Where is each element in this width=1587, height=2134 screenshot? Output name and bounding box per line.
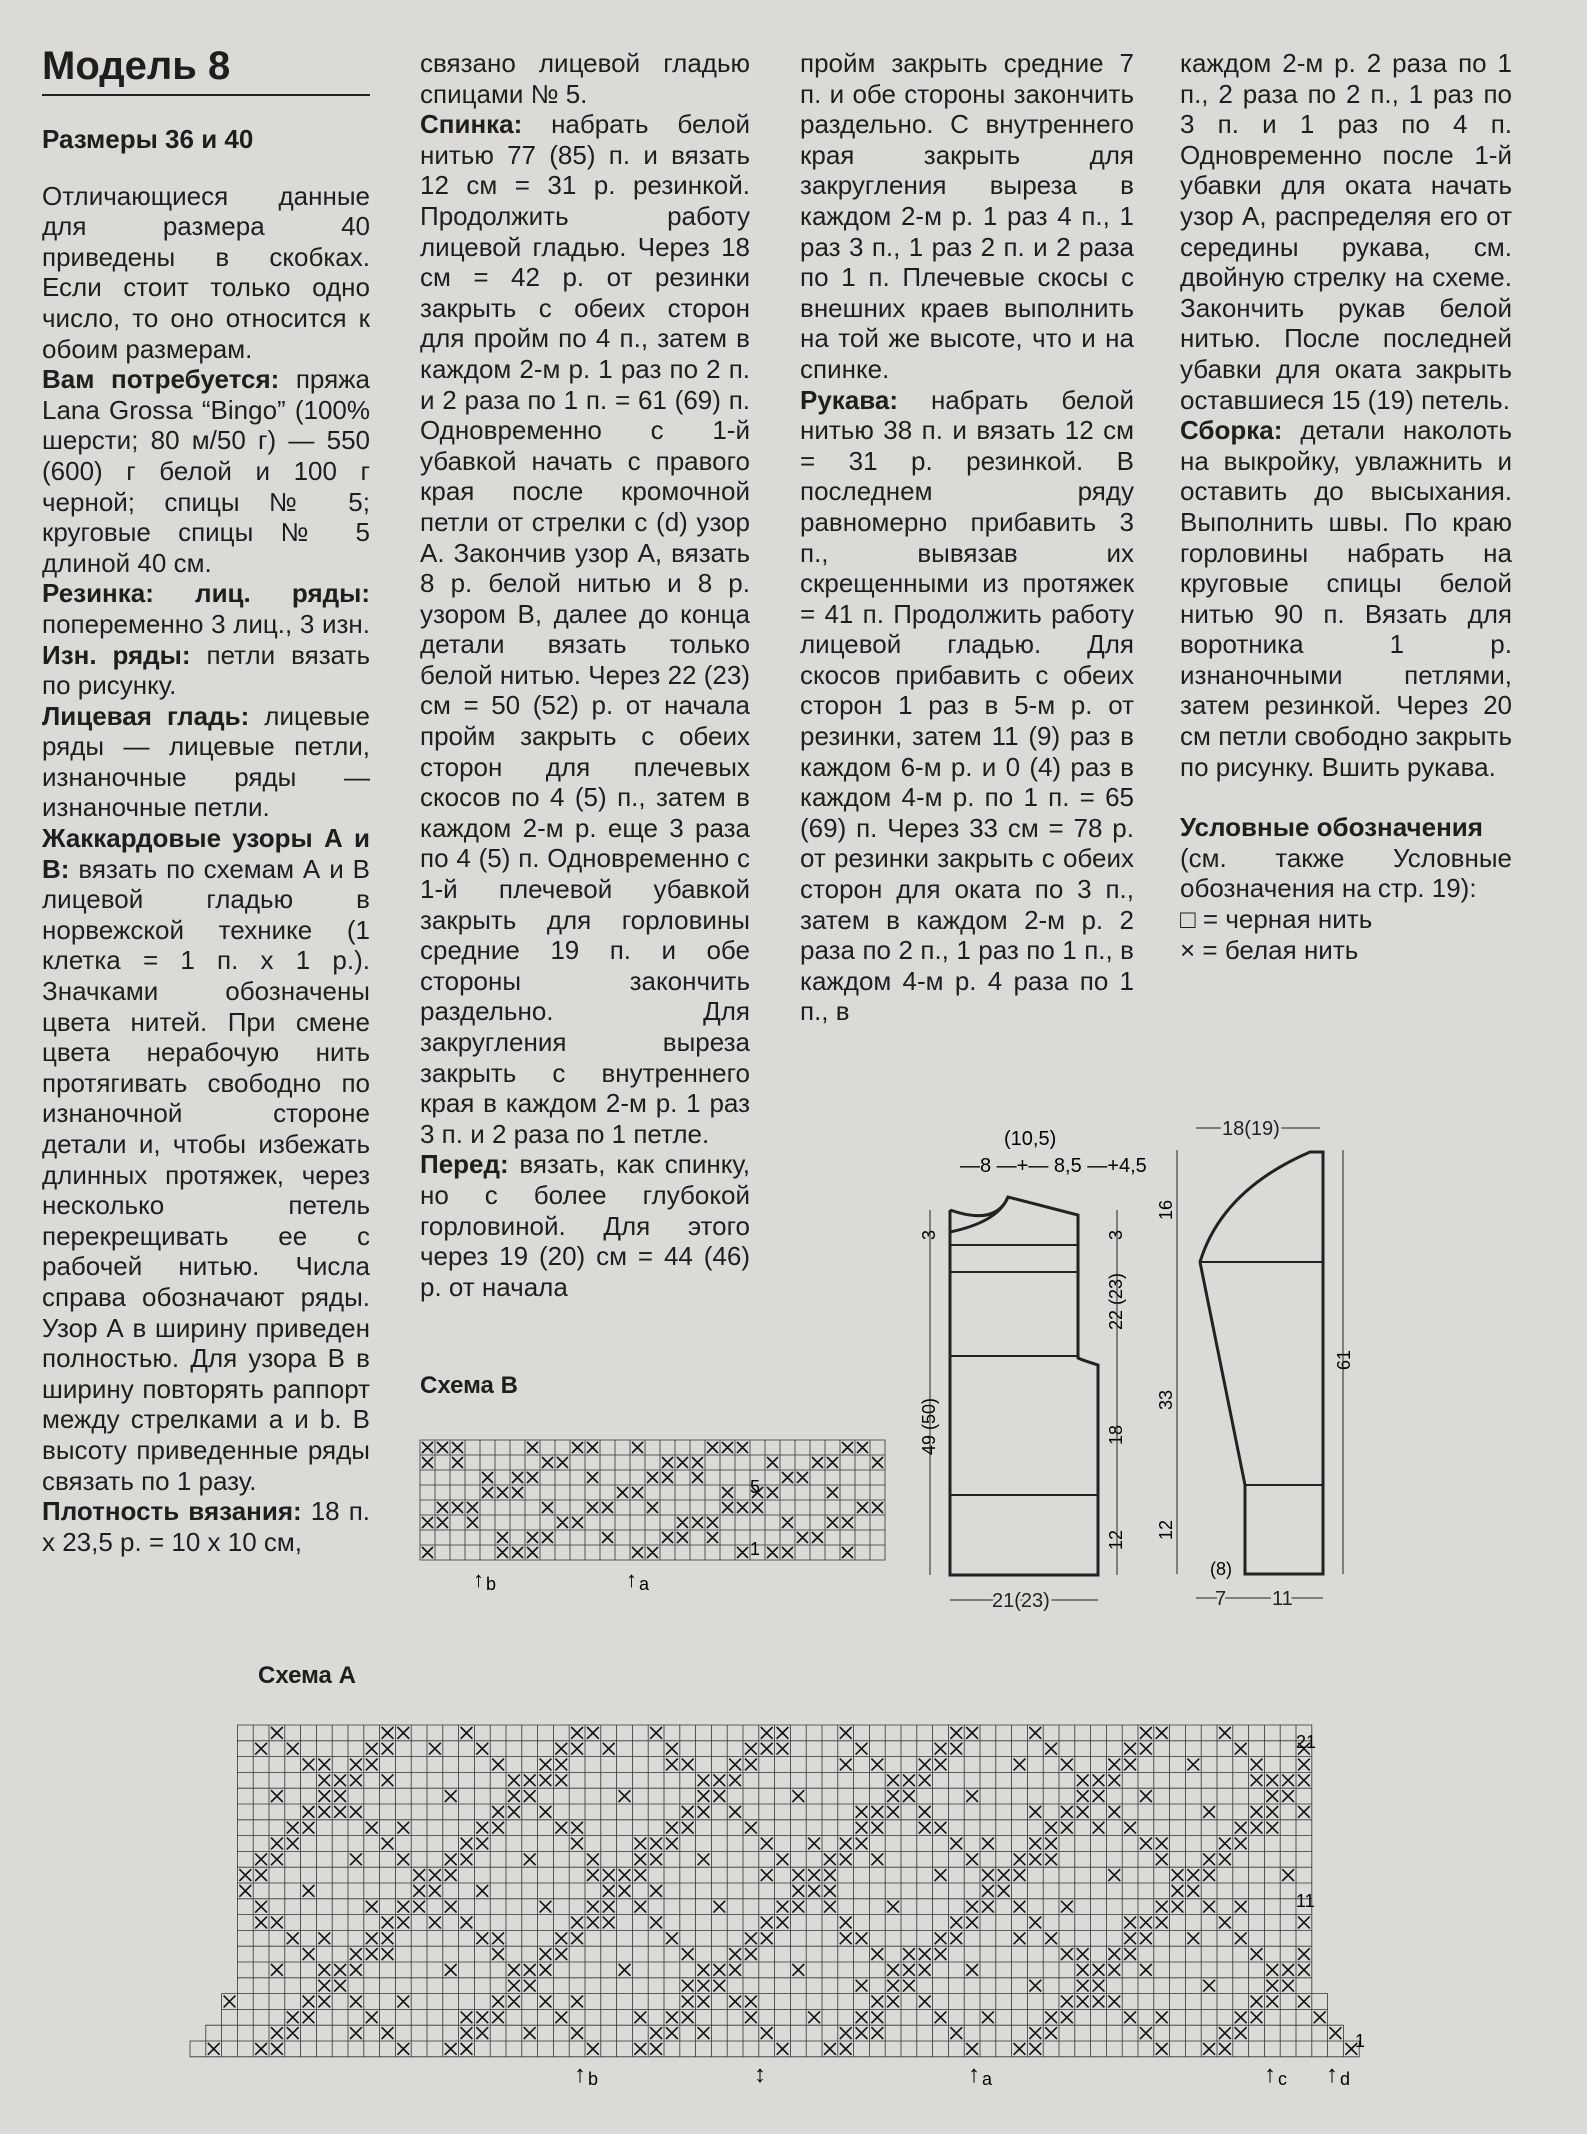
sleeve-bottom-7: 7 xyxy=(1215,1588,1227,1610)
scheme-b-grid xyxy=(420,1440,885,1560)
body-top-dims: —8 —+— 8,5 —+4,5 xyxy=(960,1155,1147,1177)
body-height-22: 22 (23) xyxy=(1106,1272,1126,1330)
body-height-49: 49 (50) xyxy=(919,1397,939,1455)
scheme-b-arrow-a-icon: ↑ xyxy=(626,1567,637,1592)
sleeve-text: набрать белой нитью 38 п. и вязать 12 см = 31 р. резинкой. В последнем ряду равномерно прибавить 3 п., вывязав их скрещенными из протяжек = 41 п. Продолжить работу лицевой гладью. Для скосов прибавить с обеих сторон 1 раз в 5-м р. от резинки, затем 11 (9) раз в каждом 6-м р. и 0 (4) раз в каждом 4-м р. по 1 п. = 65 (69) п. Через 33 см = 78 р. от резинки закрыть с обеих сторон для оката по 3 п., затем в каждом 2-м р. 2 раза по 2 п., 1 раз по 1 п., в каждом 4-м р. 4 раза по 1 п., в xyxy=(800,384,1134,1027)
stockinette-label: Лицевая гладь: xyxy=(42,700,250,731)
gauge-label: Плотность вязания: xyxy=(42,1496,302,1527)
scheme-b-arrow-b-label: b xyxy=(486,1574,497,1594)
body-height-3-left: 3 xyxy=(919,1229,939,1240)
scheme-a-arrow-a-label: a xyxy=(982,2069,993,2089)
scheme-a-title: Схема A xyxy=(258,1662,356,1689)
rib-paragraph xyxy=(42,578,370,700)
rib-label: Резинка: лиц. ряды: xyxy=(42,578,370,609)
legend-black: □ = черная нить xyxy=(1180,904,1373,935)
back-paragraph xyxy=(420,109,750,1149)
scheme-a-arrow-a-icon: ↑ xyxy=(968,2061,980,2088)
back-text: набрать белой нитью 77 (85) п. и вязать 12 см = 31 р. резинкой. Продолжить работу лицевой гладью. Через 18 см = 42 р. от резинки закрыть с обеих сторон для пройм по 4 п., затем в каждом 2-м р. 1 раз по 2 п. и 2 раза по 1 п. = 61 (69) п. Одновременно с 1-й убавкой начать с правого края после кромочной петли от стрелки c (d) узор A. Закончив узор A, вязать 8 р. белой нитью и 8 р. узором B, далее до конца детали вязать только белой нитью. Через 22 (23) см = 50 (52) р. от начала пройм закрыть с обеих сторон для плечевых скосов по 4 (5) п., затем в каждом 2-м р. еще 3 раза по 4 (5) п. Одновременно с 1-й плечевой убавкой закрыть для горловины средние 19 п. и обе стороны закончить раздельно. Для закругления выреза закрыть с внутреннего края в каждом 2-м р. 1 раз 3 п. и 2 раза по 1 петле. xyxy=(420,109,750,1149)
back-label: Спинка: xyxy=(420,109,523,140)
sleeve-height-12: 12 xyxy=(1156,1519,1176,1540)
stockinette-paragraph xyxy=(42,701,370,823)
scheme-a-row-1: 1 xyxy=(1355,2031,1366,2051)
scheme-b-title: Схема B xyxy=(420,1372,518,1399)
sleeve-pattern-diagram xyxy=(1156,1110,1360,1620)
body-width-label: 21(23) xyxy=(992,1590,1050,1612)
assembly-paragraph xyxy=(1180,415,1512,782)
column-1 xyxy=(42,44,370,1557)
scheme-a-arrow-d-icon: ↑ xyxy=(1326,2061,1338,2088)
column-4 xyxy=(1180,48,1512,965)
jacquard-label: Жаккардовые узоры А и В: xyxy=(42,823,370,884)
scheme-a-arrow-d-label: d xyxy=(1340,2069,1351,2089)
sleeve-cuff-label: (8) xyxy=(1210,1559,1232,1579)
scheme-a-grid xyxy=(190,1725,1359,2057)
gauge-text: 18 п. х 23,5 р. = 10 х 10 см, xyxy=(42,1496,370,1557)
sleeve-outline xyxy=(1200,1152,1323,1574)
scheme-a-center-arrow-icon: ↕ xyxy=(754,2061,766,2088)
legend-white: × = белая нить xyxy=(1180,934,1359,965)
front-paragraph xyxy=(420,1149,750,1302)
materials-paragraph xyxy=(42,364,370,578)
page-title: Модель 8 xyxy=(42,44,370,96)
rib-purl-text: петли вязать по рисунку. xyxy=(42,639,370,701)
stockinette-text: лицевые ряды — лицевые петли, изнаночные ряды — изнаночные петли. xyxy=(42,700,370,823)
sleeve-continued: каждом 2-м р. 2 раза по 1 п., 2 раза по 2 п., 1 раз по 3 п. и 1 раз по 4 п. Одновременно после 1-й убавки для оката начать узор A, распределяя его от середины рукава, см. двойную стрелку на схеме. Закончить рукав белой нитью. После последней убавки для оката закрыть оставшиеся 15 (19) петель. xyxy=(1180,48,1512,415)
assembly-text: детали наколоть на выкройку, увлажнить и оставить до высыхания. Выполнить швы. По краю горловины набрать на круговые спицы белой нитью 90 п. Вязать для воротника 1 р. изнаночными петлями, затем резинкой. Через 20 см петли свободно закрыть по рисунку. Вшить рукава. xyxy=(1180,415,1512,782)
sleeve-top-width: 18(19) xyxy=(1222,1118,1280,1140)
materials-label: Вам потребуется: xyxy=(42,364,280,395)
intro-paragraph: Отличающиеся данные для размера 40 приведены в скобках. Если стоит только одно число, то оно относится к обоим размерам. xyxy=(42,180,370,364)
gauge-continued: связано лицевой гладью спицами № 5. xyxy=(420,48,750,109)
scheme-a-arrow-c-label: c xyxy=(1278,2069,1287,2089)
scheme-b-row-5: 5 xyxy=(750,1477,761,1497)
gauge-paragraph xyxy=(42,1496,370,1557)
scheme-a-chart xyxy=(180,1715,1380,2105)
front-text: вязать, как спинку, но с более глубокой горловиной. Для этого через 19 (20) см = 44 (46) р. от начала xyxy=(420,1149,750,1302)
sleeve-height-61: 61 xyxy=(1334,1349,1354,1370)
legend-title: Условные обозначения xyxy=(1180,812,1483,843)
scheme-b-arrow-b-icon: ↑ xyxy=(473,1567,484,1592)
body-height-12: 12 xyxy=(1106,1529,1126,1550)
jacquard-text: вязать по схемам А и В лицевой гладью в норвежской технике (1 клетка = 1 п. х 1 р.). Значками обозначены цвета нитей. При смене цвета нерабочую нить протягивать свободно по изнаночной стороне детали и, чтобы избежать длинных протяжек, через несколько петель перекрещивать ее с рабочей нитью. Числа справа обозначают ряды. Узор А в ширину приведен полностью. Для узора В в ширину повторять раппорт между стрелками a и b. В высоту приведенные ряды связать по 1 разу. xyxy=(42,853,370,1496)
front-continued: пройм закрыть средние 7 п. и обе стороны закончить раздельно. С внутреннего края закрыть для закругления выреза в каждом 2-м р. 1 раз 4 п., 1 раз 3 п., 1 раз 2 п. и 2 раза по 1 п. Плечевые скосы с внешних краев выполнить на той же высоте, что и на спинке. xyxy=(800,48,1134,384)
scheme-a-arrow-b-label: b xyxy=(588,2069,599,2089)
body-height-3-right: 3 xyxy=(1106,1229,1126,1240)
column-3 xyxy=(800,48,1134,1027)
sleeve-label: Рукава: xyxy=(800,384,899,415)
sleeve-height-33: 33 xyxy=(1156,1389,1176,1410)
sleeve-paragraph xyxy=(800,385,1134,1027)
body-pattern-diagram xyxy=(920,1120,1160,1620)
front-label: Перед: xyxy=(420,1149,509,1180)
assembly-label: Сборка: xyxy=(1180,415,1283,446)
scheme-b-arrow-a-label: a xyxy=(639,1574,650,1594)
body-height-18: 18 xyxy=(1106,1424,1126,1445)
scheme-a-arrow-c-icon: ↑ xyxy=(1264,2061,1276,2088)
scheme-a-arrow-b-icon: ↑ xyxy=(574,2061,586,2088)
body-neck-label: (10,5) xyxy=(1004,1128,1057,1150)
rib-text: попеременно 3 лиц., 3 изн. xyxy=(42,608,370,639)
jacquard-paragraph xyxy=(42,823,370,1496)
scheme-b-row-1: 1 xyxy=(750,1539,761,1559)
materials-text: пряжа Lana Grossa “Bingo” (100% шерсти; 80 м/50 г) — 550 (600) г белой и 100 г черной; спицы № 5; круговые спицы № 5 длиной 40 см. xyxy=(42,364,370,578)
column-2 xyxy=(420,48,750,1302)
scheme-b-chart xyxy=(410,1430,770,1605)
scheme-a-row-21: 21 xyxy=(1296,1732,1317,1752)
body-outline xyxy=(950,1197,1098,1575)
rib-purl-label: Изн. ряды: xyxy=(42,639,191,670)
sizes-heading: Размеры 36 и 40 xyxy=(42,124,254,154)
sleeve-bottom-11: 11 xyxy=(1272,1588,1293,1610)
sleeve-height-16: 16 xyxy=(1156,1199,1176,1220)
legend-note: (см. также Условные обозначения на стр. 19): xyxy=(1180,842,1512,904)
scheme-a-row-11: 11 xyxy=(1296,1891,1315,1911)
